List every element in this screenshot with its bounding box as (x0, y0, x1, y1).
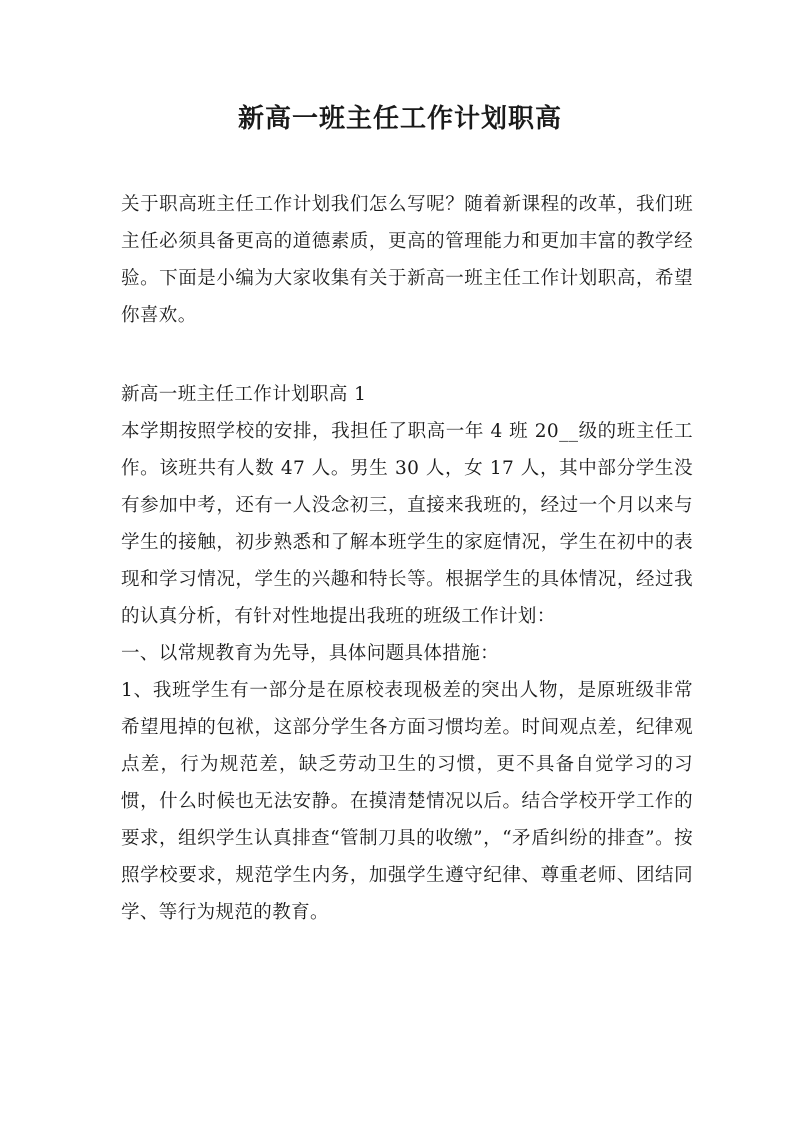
section-heading: 新高一班主任工作计划职高 1 (121, 384, 367, 405)
intro-paragraph: 关于职高班主任工作计划我们怎么写呢？随着新课程的改革，我们班主任必须具备更高的道德素质，更高的管理能力和更加丰富的教学经验。下面是小编为大家收集有关于新高一班主任工作计划职高，希望你喜欢。 (121, 194, 693, 326)
body-paragraph: 1、我班学生有一部分是在原校表现极差的突出人物，是原班级非常希望甩掉的包袱，这部分学生各方面习惯均差。时间观点差，纪律观点差，行为规范差，缺乏劳动卫生的习惯，更不具备自觉学习的习惯，什么时候也无法安静。在摸清楚情况以后。结合学校开学工作的要求，组织学生认真排查“管制刀具的收缴”，“矛盾纠纷的排查”。按照学校要求，规范学生内务，加强学生遵守纪律、尊重老师、团结同学、等行为规范的教育。 (121, 680, 693, 923)
document-title: 新高一班主任工作计划职高 (237, 104, 562, 134)
body-paragraph: 一、以常规教育为先导，具体问题具体措施： (121, 643, 500, 664)
document-content (121, 376, 693, 931)
body-paragraph: 本学期按照学校的安排，我担任了职高一年 4 班 20__级的班主任工作。该班共有人数 47 人。男生 30 人，女 17 人，其中部分学生没有参加中考，还有一人没念初三，直接来我班的，经过一个月以来与学生的接触，初步熟悉和了解本班学生的家庭情况，学生在初中的表现和学习情况，学生的兴趣和特长等。根据学生的具体情况，经过我的认真分析，有针对性地提出我班的班级工作计划： (121, 421, 693, 627)
